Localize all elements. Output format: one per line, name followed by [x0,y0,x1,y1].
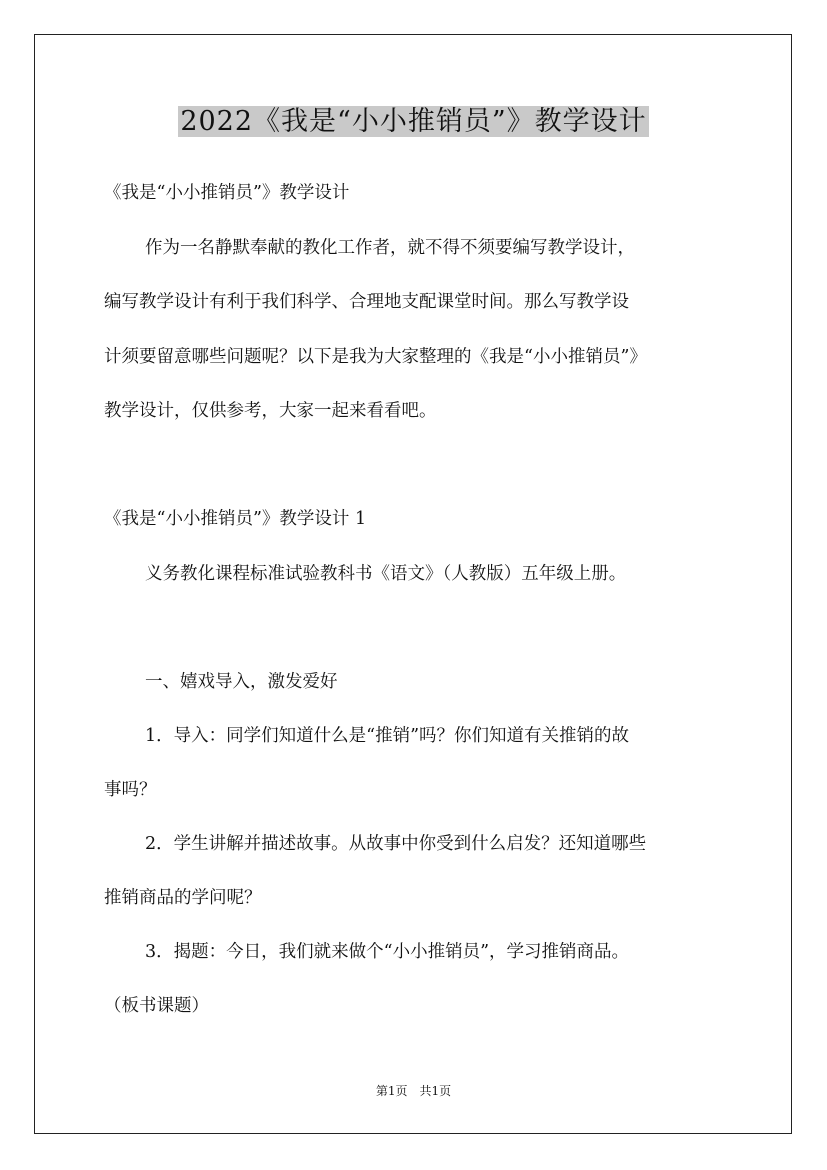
body-line: 2．学生讲解并描述故事。从故事中你受到什么启发？还知道哪些 [145,834,647,854]
body-line: （板书课题） [104,996,209,1016]
body-line: 计须要留意哪些问题呢？以下是我为大家整理的《我是“小小推销员”》 [104,347,647,367]
section-heading: 《我是“小小推销员”》教学设计 1 [104,509,367,529]
page-footer: 第1页 共1页 [375,1084,452,1098]
section-heading: 一、嬉戏导入，激发爱好 [145,672,338,692]
body-line: 推销商品的学问呢？ [104,888,262,908]
body-line: 1．导入：同学们知道什么是“推销”吗？你们知道有关推销的故 [145,726,630,746]
body-line: 3．揭题：今日，我们就来做个“小小推销员”，学习推销商品。 [145,942,630,962]
body-line: 事吗？ [104,780,157,800]
document-title-text: 2022《我是“小小推销员”》教学设计 [180,106,647,137]
body-line: 教学设计，仅供参考，大家一起来看看吧。 [104,401,437,421]
body-line: 编写教学设计有利于我们科学、合理地支配课堂时间。那么写教学设 [104,292,629,312]
body-line: 作为一名静默奉献的教化工作者，就不得不须要编写教学设计， [145,238,635,258]
body-line: 义务教化课程标准试验教科书《语文》（人教版）五年级上册。 [145,564,627,584]
subtitle-line: 《我是“小小推销员”》教学设计 [104,183,350,203]
document-title [0,101,827,143]
